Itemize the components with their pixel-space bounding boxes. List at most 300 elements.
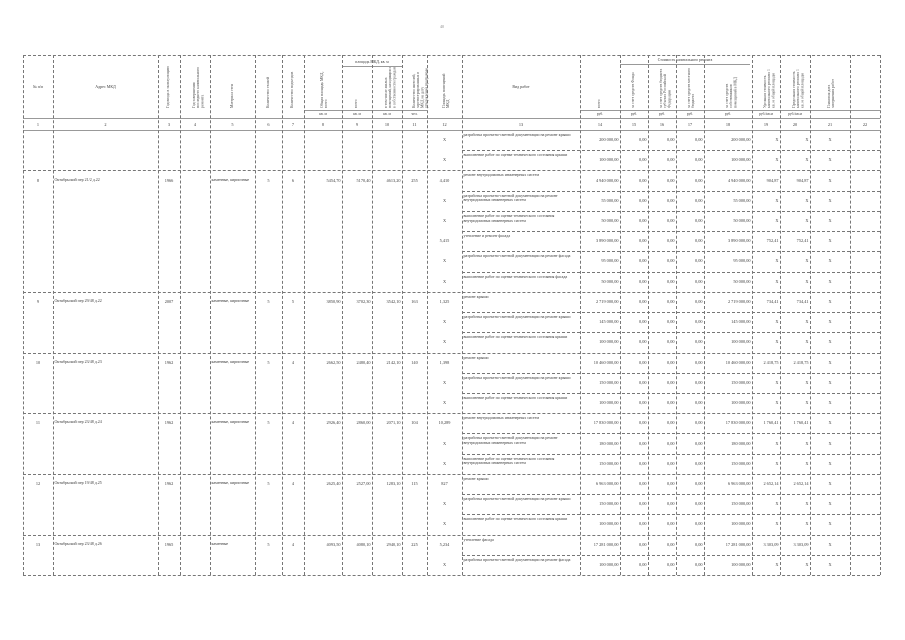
cell-work-code: 827 [441, 480, 448, 486]
cell-people: 115 [411, 480, 418, 486]
cell-c1: 0,00 [638, 258, 647, 264]
cell-limit: Х [805, 258, 809, 264]
cell-c1: 0,00 [638, 137, 647, 143]
cell-c1: 0,00 [638, 420, 647, 426]
grid-line [158, 55, 159, 575]
cell-address [55, 218, 157, 235]
cell-c2: 0,00 [666, 359, 675, 365]
cell-limit: 734,41 [796, 298, 809, 304]
cell-limit: Х [805, 278, 809, 284]
cell-c3: 0,00 [694, 359, 703, 365]
cell-total: 150 000,00 [599, 379, 619, 385]
cell-total: 150 000,00 [599, 460, 619, 466]
cell-people: 225 [411, 541, 418, 547]
column-number: 20 [792, 122, 798, 127]
cell-c3: 0,00 [694, 319, 703, 325]
header-unit-per_m2: руб./кв.м [759, 112, 773, 116]
header-no: № п/п [32, 83, 44, 89]
cell-c1: 0,00 [638, 298, 647, 304]
cell-total: 55 000,00 [601, 197, 619, 203]
cell-walls [212, 521, 254, 538]
cell-address [55, 279, 157, 296]
cell-address [55, 461, 157, 478]
column-number: 10 [384, 122, 390, 127]
cell-limit: Х [805, 157, 809, 163]
cell-c3: 0,00 [694, 541, 703, 547]
cell-c1: 0,00 [638, 278, 647, 284]
cell-walls [212, 157, 254, 174]
cell-work-code: Х [442, 258, 447, 264]
column-number: 13 [518, 122, 524, 127]
header-unit-total: руб. [596, 112, 604, 116]
cell-c1: 0,00 [638, 359, 647, 365]
cell-work-code: Х [442, 440, 447, 446]
cell-c2: 0,00 [666, 157, 675, 163]
cell-limit: 904,87 [796, 177, 809, 183]
cell-owners: 50 000,00 [733, 278, 751, 284]
cell-per-m2: Х [775, 379, 779, 385]
cell-walls [212, 501, 254, 518]
cell-c1: 0,00 [638, 319, 647, 325]
cell-work-code: 1,398 [439, 359, 450, 365]
cell-address [55, 319, 157, 336]
column-number: 15 [631, 122, 637, 127]
cell-year: 1962 [164, 359, 174, 365]
cell-address [55, 198, 157, 215]
cell-total: 4 940 000,00 [595, 177, 619, 183]
cell-limit: Х [805, 379, 809, 385]
cell-c1: 0,00 [638, 521, 647, 527]
cell-c2: 0,00 [666, 197, 675, 203]
cell-limit: Х [805, 460, 809, 466]
column-number: 4 [193, 122, 197, 127]
cell-a-res: 2860,00 [356, 420, 371, 426]
grid-line [342, 55, 343, 575]
header-unit-owners: руб. [724, 112, 732, 116]
cell-walls [212, 380, 254, 397]
cell-c1: 0,00 [638, 541, 647, 547]
cell-c2: 0,00 [666, 379, 675, 385]
cell-address: Октябрьский пер 29/48 д.22 [54, 297, 102, 303]
cell-date: Х [828, 278, 832, 284]
grid-line [23, 55, 24, 575]
header-c1: за счет средств Фонда [631, 72, 635, 108]
column-number: 7 [291, 122, 295, 127]
grid-line [810, 55, 811, 575]
cell-c3: 0,00 [694, 238, 703, 244]
cell-per-m2: Х [775, 218, 779, 224]
cell-date: Х [828, 137, 832, 143]
cell-work-code: 5,415 [439, 238, 450, 244]
cell-c2: 0,00 [666, 521, 675, 527]
grid-line [462, 332, 880, 333]
header-unit-c3: руб. [686, 112, 694, 116]
grid-line [282, 55, 283, 575]
cell-walls [212, 258, 254, 275]
grid-line [462, 211, 880, 212]
header-per_m2: Удельная стоимость капитального ремонта 1 кв. м общей площади [763, 69, 776, 108]
grid-line [880, 55, 881, 575]
cell-a-res: 5170,40 [356, 177, 371, 183]
column-number: 12 [442, 122, 447, 127]
cell-date: Х [828, 177, 832, 183]
cell-address [55, 501, 157, 518]
cell-per-m2: Х [775, 278, 779, 284]
cell-entr: 5 [291, 298, 295, 304]
cell-c1: 0,00 [638, 157, 647, 163]
cell-owners: 10 460 000,00 [725, 359, 751, 365]
grid-line [580, 110, 880, 111]
cell-people: 104 [411, 420, 418, 426]
cell-entr: 4 [291, 420, 295, 426]
cell-work-code: Х [442, 561, 447, 567]
column-number: 2 [104, 122, 107, 127]
cell-date: Х [828, 238, 832, 244]
cell-work-code: Х [442, 460, 447, 466]
cell-c1: 0,00 [638, 197, 647, 203]
cell-walls [212, 400, 254, 417]
header-a_res: всего [354, 99, 358, 108]
cell-per-m2: Х [775, 319, 779, 325]
cell-work: разработка проектно-сметной документации на ремонт фасада [463, 556, 571, 562]
column-number: 5 [231, 122, 234, 127]
cell-no: 8 [36, 177, 40, 183]
cell-address: Октябрьский пер 21/2 д.22 [54, 176, 100, 182]
cell-work-code: Х [442, 521, 447, 527]
cell-date: Х [828, 298, 832, 304]
cell-work-code: Х [442, 400, 447, 406]
header-people: Количество жителей, зарегистрированных в МКД на дату утверждения программы [411, 67, 429, 108]
header-owners: за счет средств собственников помещений в МКД [725, 77, 738, 108]
cell-c2: 0,00 [666, 400, 675, 406]
cell-a-res: 3702,30 [356, 298, 371, 304]
cell-walls [212, 218, 254, 235]
cell-work: разработка проектно-сметной документации на ремонт фасада [463, 253, 571, 259]
cell-walls [212, 441, 254, 458]
cell-work-code: 5,234 [439, 541, 450, 547]
cell-c1: 0,00 [638, 440, 647, 446]
cell-per-m2: 1 760,41 [763, 420, 779, 426]
cell-work-code: Х [442, 319, 447, 325]
grid-line [180, 55, 181, 575]
column-number: 6 [267, 122, 270, 127]
cell-total: 17 830 000,00 [593, 420, 619, 426]
header-overhaul: Год завершения последнего капитального ремонта [192, 66, 205, 108]
grid-line [780, 55, 781, 575]
cell-c3: 0,00 [694, 137, 703, 143]
cell-limit: Х [805, 501, 809, 507]
cell-total: 95 000,00 [601, 258, 619, 264]
cell-work: выполнение работ по оценке технического состояния фасада [463, 273, 568, 279]
cell-total: 50 000,00 [601, 278, 619, 284]
header-group-cost_group: Стоимость капитального ремонта [657, 58, 713, 62]
cell-c3: 0,00 [694, 480, 703, 486]
cell-a-total: 3850,90 [326, 298, 341, 304]
cell-work-code: 1,325 [439, 298, 450, 304]
cell-date: Х [828, 521, 832, 527]
column-number: 9 [355, 122, 359, 127]
header-year: Год ввода в эксплуатацию [166, 66, 170, 108]
cell-c1: 0,00 [638, 501, 647, 507]
cell-limit: Х [805, 319, 809, 325]
cell-owners: 4 940 000,00 [727, 177, 751, 183]
cell-a-non: 4613,20 [386, 177, 401, 183]
grid-line [462, 373, 880, 374]
grid-line [462, 494, 880, 495]
cell-work: утепление и ремонт фасада [463, 233, 511, 239]
page-number: 40 [440, 24, 444, 29]
grid-line [462, 393, 880, 394]
header-walls: Материал стен [229, 84, 234, 108]
cell-limit: 2 652,14 [793, 480, 809, 486]
cell-address [55, 238, 157, 255]
header-work: Вид работ [512, 83, 530, 89]
cell-address [55, 339, 157, 356]
cell-per-m2: 2 418,75 [763, 359, 779, 365]
cell-a-res: 2527,00 [356, 480, 371, 486]
cell-work: выполнение работ по оценке технического состояния крыши [463, 152, 568, 158]
column-number: 14 [597, 122, 603, 127]
cell-c3: 0,00 [694, 521, 703, 527]
cell-owners: 17 281 000,00 [725, 541, 751, 547]
cell-c3: 0,00 [694, 218, 703, 224]
header-unit-c2: руб. [658, 112, 666, 116]
cell-per-m2: Х [775, 521, 779, 527]
cell-date: Х [828, 400, 832, 406]
cell-total: 200 000,00 [599, 137, 619, 143]
cell-date: Х [828, 460, 832, 466]
cell-limit: Х [805, 339, 809, 345]
grid-line [372, 55, 373, 575]
grid-line [462, 312, 880, 313]
cell-total: 180 000,00 [599, 440, 619, 446]
cell-c2: 0,00 [666, 238, 675, 244]
cell-limit: Х [805, 440, 809, 446]
grid-line [427, 55, 428, 575]
cell-limit: Х [805, 521, 809, 527]
header-address: Адрес МКД [95, 83, 116, 89]
cell-work: ремонт внутридомовых инженерных систем [463, 172, 539, 178]
cell-walls: каменные, кирпичные [211, 358, 250, 364]
cell-year: 1966 [164, 177, 174, 183]
column-number: 8 [321, 122, 325, 127]
cell-address [55, 521, 157, 538]
cell-date: Х [828, 319, 832, 325]
cell-date: Х [828, 561, 832, 567]
cell-per-m2: Х [775, 561, 779, 567]
header-work_code: Площадь помещений МКД [441, 73, 450, 108]
cell-work: разработка проектно-сметной документации на ремонт крыши [463, 374, 571, 380]
cell-address [55, 380, 157, 397]
cell-c2: 0,00 [666, 460, 675, 466]
cell-limit: 752,41 [796, 238, 809, 244]
cell-work: выполнение работ по оценке технического состояния крыши [463, 516, 568, 522]
cell-work-code: 10,289 [438, 420, 451, 426]
column-number: 22 [862, 122, 868, 127]
cell-walls [212, 137, 254, 154]
cell-year: 1962 [164, 420, 174, 426]
cell-a-total: 2926,40 [326, 420, 341, 426]
cell-c2: 0,00 [666, 258, 675, 264]
cell-work: ремонт крыши [463, 475, 489, 481]
cell-entr: 6 [291, 177, 295, 183]
column-number: 21 [827, 122, 833, 127]
cell-per-m2: Х [775, 258, 779, 264]
cell-c1: 0,00 [638, 218, 647, 224]
cell-address [55, 441, 157, 458]
cell-walls [212, 339, 254, 356]
column-number: 19 [763, 122, 769, 127]
cell-address: Октябрьский пер 23/48 д.23 [54, 358, 102, 364]
cell-work-code: Х [442, 137, 447, 143]
cell-c1: 0,00 [638, 400, 647, 406]
cell-total: 10 460 000,00 [593, 359, 619, 365]
header-a_non: в том числе жилых помещений, находящихся в собственности граждан [384, 66, 397, 108]
cell-per-m2: Х [775, 157, 779, 163]
cell-owners: 100 000,00 [731, 561, 751, 567]
cell-c1: 0,00 [638, 460, 647, 466]
cell-a-total: 5454,70 [326, 177, 341, 183]
cell-entr: 4 [291, 541, 295, 547]
cell-work-code: Х [442, 157, 447, 163]
grid-line [462, 555, 880, 556]
cell-a-non: 1283,10 [386, 480, 401, 486]
cell-work: разработка проектно-сметной документации на ремонт крыши [463, 314, 571, 320]
cell-a-non: 2142,10 [386, 359, 401, 365]
column-number: 1 [36, 122, 40, 127]
grid-line [462, 433, 880, 434]
cell-owners: 150 000,00 [731, 460, 751, 466]
cell-work-code: Х [442, 278, 447, 284]
grid-line [462, 191, 880, 192]
cell-floors: 5 [267, 177, 270, 183]
cell-work: выполнение работ по оценке технического состояния крыши [463, 394, 568, 400]
cell-owners: 6 963 000,00 [727, 480, 751, 486]
grid-line [304, 55, 305, 575]
grid-line [648, 55, 649, 575]
cell-c3: 0,00 [694, 561, 703, 567]
grid-line [462, 150, 880, 151]
cell-c1: 0,00 [638, 177, 647, 183]
cell-work: разработка проектно-сметной документации на ремонт внутридомовых инженерных систем [463, 435, 558, 445]
cell-c3: 0,00 [694, 197, 703, 203]
cell-owners: 145 000,00 [731, 319, 751, 325]
cell-date: Х [828, 157, 832, 163]
cell-year: 2007 [164, 298, 174, 304]
cell-address: Октябрьский пер 19/48 д.25 [54, 479, 102, 485]
header-date: Плановая дата завершения работ [827, 79, 836, 108]
cell-total: 2 719 000,00 [595, 298, 619, 304]
cell-limit: Х [805, 218, 809, 224]
cell-address [55, 562, 157, 579]
cell-no: 13 [35, 541, 41, 547]
cell-total: 17 281 000,00 [593, 541, 619, 547]
cell-owners: 200 000,00 [731, 137, 751, 143]
grid-line [462, 231, 880, 232]
column-number: 11 [412, 122, 417, 127]
cell-a-res: 2480,40 [356, 359, 371, 365]
cell-c3: 0,00 [694, 157, 703, 163]
cell-date: Х [828, 420, 832, 426]
cell-a-non: 2940,10 [386, 541, 401, 547]
cell-floors: 5 [267, 420, 270, 426]
cell-people: 163 [411, 298, 418, 304]
cell-c2: 0,00 [666, 480, 675, 486]
cell-owners: 150 000,00 [731, 379, 751, 385]
grid-line [210, 55, 211, 575]
cell-owners: 150 000,00 [731, 501, 751, 507]
cell-per-m2: 752,41 [766, 238, 779, 244]
cell-work: ремонт внутридомовых инженерных систем [463, 415, 539, 421]
header-a_total: Общая площадь МКД, всего [320, 71, 329, 108]
grid-line [676, 55, 677, 575]
cell-c2: 0,00 [666, 177, 675, 183]
grid-line [23, 575, 880, 576]
cell-no: 9 [36, 298, 40, 304]
grid-line [620, 64, 750, 65]
cell-owners: 17 830 000,00 [725, 420, 751, 426]
cell-per-m2: Х [775, 197, 779, 203]
grid-line [53, 55, 54, 575]
cell-entr: 4 [291, 359, 295, 365]
cell-work: разработка проектно-сметной документации на ремонт крыши [463, 496, 571, 502]
cell-c2: 0,00 [666, 501, 675, 507]
cell-walls [212, 562, 254, 579]
grid-line [462, 454, 880, 455]
cell-date: Х [828, 218, 832, 224]
cell-limit: 3 303,09 [793, 541, 809, 547]
cell-c2: 0,00 [666, 319, 675, 325]
header-group-area_group: площадь МКД, кв. м [355, 60, 389, 64]
header-floors: Количество этажей [265, 76, 270, 108]
cell-floors: 5 [267, 480, 270, 486]
grid-line [580, 55, 581, 575]
cell-limit: Х [805, 400, 809, 406]
cell-owners: 50 000,00 [733, 218, 751, 224]
cell-walls: каменные, кирпичные [211, 479, 250, 485]
cell-address [55, 137, 157, 154]
grid-line [462, 55, 463, 575]
cell-owners: 100 000,00 [731, 157, 751, 163]
cell-limit: Х [805, 561, 809, 567]
cell-people: 255 [411, 177, 418, 183]
cell-entr: 4 [291, 480, 295, 486]
cell-c3: 0,00 [694, 420, 703, 426]
cell-c1: 0,00 [638, 561, 647, 567]
cell-work-code: Х [442, 379, 447, 385]
cell-address: Октябрьский пер 23/48 д.24 [54, 419, 102, 425]
grid-line [255, 55, 256, 575]
cell-floors: 5 [267, 298, 270, 304]
cell-no: 10 [35, 359, 41, 365]
cell-date: Х [828, 541, 832, 547]
column-number: 17 [687, 122, 693, 127]
cell-c1: 0,00 [638, 238, 647, 244]
cell-total: 3 890 000,00 [595, 238, 619, 244]
header-unit-a_non: кв. м [383, 112, 391, 116]
cell-owners: 2 719 000,00 [727, 298, 751, 304]
cell-floors: 5 [267, 541, 270, 547]
cell-people: 140 [411, 359, 418, 365]
cell-c3: 0,00 [694, 258, 703, 264]
cell-work: выполнение работ по оценке технического состояния внутридомовых инженерных систем [463, 455, 555, 466]
cell-per-m2: Х [775, 137, 779, 143]
header-limit: Предельная стоимость капитального ремонта 1 кв. м общей площади [792, 69, 805, 108]
cell-date: Х [828, 339, 832, 345]
cell-c2: 0,00 [666, 278, 675, 284]
cell-total: 100 000,00 [599, 157, 619, 163]
cell-walls: каменные, кирпичные [211, 419, 250, 425]
